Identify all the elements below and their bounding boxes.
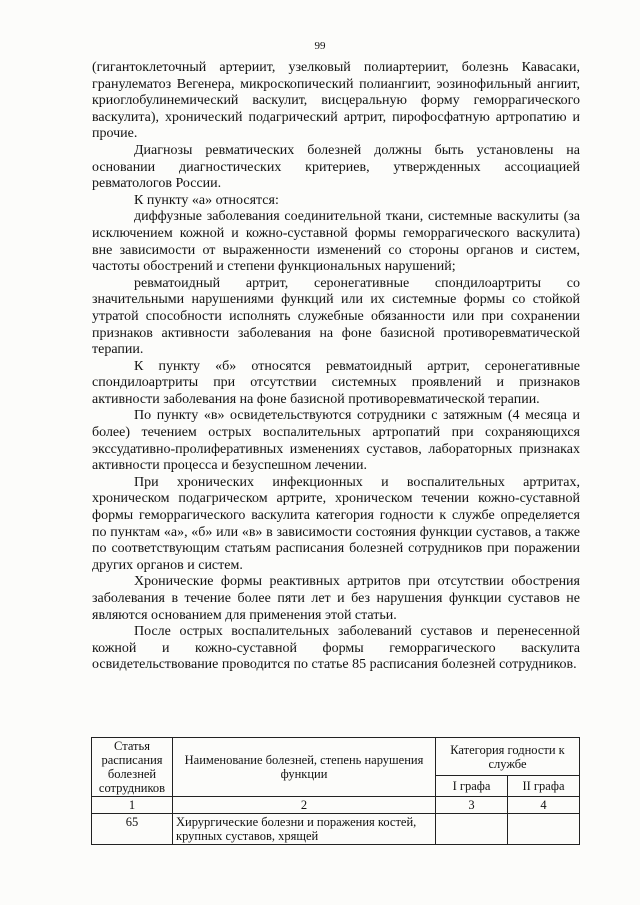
page-number: 99: [314, 40, 326, 52]
article-cell: 65: [92, 814, 173, 845]
body-text: [92, 60, 580, 674]
paragraph: ревматоидный артрит, серонегативные спондилоартриты со значительными нарушениями функций или их системные формы со стойкой утратой способности исполнять служебные обязанности или при сохранении признаков активности заболевания на фоне базисной противоревматической терапии.: [92, 275, 580, 358]
header-disease-name: Наименование болезней, степень нарушения функции: [173, 738, 436, 797]
paragraph: При хронических инфекционных и воспалительных артритах, хроническом подагрическом артрите, хроническом течении кожно-суставной формы геморрагического васкулита категория годности к службе определяется по пунктам «а», «б» или «в» в зависимости состояния функции суставов, а также по соответствующим статьям расписания болезней сотрудников при поражении других органов и систем.: [92, 474, 580, 573]
column-number: 1: [92, 797, 173, 814]
paragraph: К пункту «а» относятся:: [134, 192, 279, 208]
header-graph-1: I графа: [436, 776, 508, 797]
paragraph: К пункту «б» относятся ревматоидный артрит, серонегативные спондилоартриты при отсутствии системных проявлений и признаков активности заболевания на фоне базисной противоревматической терапии.: [92, 358, 580, 407]
header-category: Категория годности к службе: [436, 738, 580, 776]
paragraph: Диагнозы ревматических болезней должны быть установлены на основании диагностических критериев, утвержденных ассоциацией ревматологов России.: [92, 142, 580, 192]
header-graph-2: II графа: [508, 776, 580, 797]
column-number: 3: [436, 797, 508, 814]
disease-name-cell: Хирургические болезни и поражения костей, крупных суставов, хрящей: [173, 814, 436, 845]
paragraph: После острых воспалительных заболеваний суставов и перенесенной кожной и кожно-суставной формы геморрагического васкулита освидетельствование проводится по статье 85 расписания болезней сотрудников.: [92, 624, 580, 673]
table-row: [92, 814, 580, 845]
column-number: 4: [508, 797, 580, 814]
paragraph: диффузные заболевания соединительной ткани, системные васкулиты (за исключением кожной и кожно-суставной формы геморрагического васкулита) вне зависимости от выраженности изменений со стороны органов и систем, частоты обострений и степени функциональных нарушений;: [92, 209, 580, 275]
graph-2-cell: [508, 814, 580, 845]
paragraph: (гигантоклеточный артериит, узелковый полиартериит, болезнь Кавасаки, гранулематоз Вегенера, микроскопический полиангиит, эозинофильный ангиит, криоглобулинемический васкулит, висцеральную форму геморрагического васкулита), хронический подагрический артрит, пирофосфатную артропатию и прочие.: [92, 60, 580, 142]
paragraph: По пункту «в» освидетельствуются сотрудники с затяжным (4 месяца и более) течением острых воспалительных артропатий при сохраняющихся экссудативно-пролиферативных изменениях суставов, лабораторных признаках активности процесса и безуспешном лечении.: [92, 408, 580, 474]
graph-1-cell: [436, 814, 508, 845]
column-number: 2: [173, 797, 436, 814]
table-header-row: [92, 738, 580, 776]
table-numbering-row: [92, 797, 580, 814]
paragraph: Хронические формы реактивных артритов при отсутствии обострения заболевания в течение более пяти лет и без нарушения функции суставов не являются основанием для применения этой статьи.: [92, 574, 580, 623]
fitness-category-table: [91, 737, 580, 845]
header-article: Статья расписания болезней сотрудников: [92, 738, 173, 797]
